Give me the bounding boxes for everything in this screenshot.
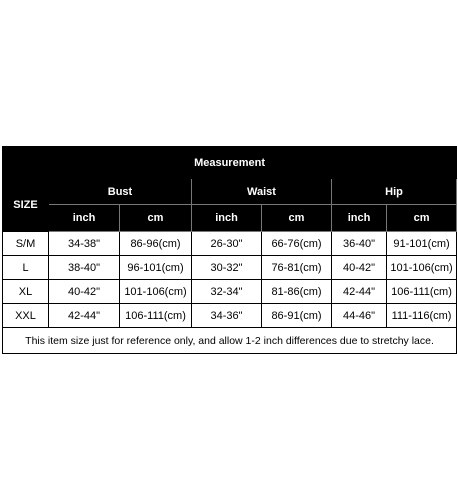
measurement-cell: 30-32" [192, 256, 262, 280]
note-row [3, 328, 457, 354]
measurement-cell: 91-101(cm) [387, 232, 457, 256]
measurement-cell: 38-40" [49, 256, 120, 280]
group-header-row [3, 179, 457, 205]
unit-header: cm [120, 205, 192, 232]
title-row [3, 147, 457, 179]
size-cell: S/M [3, 232, 49, 256]
measurement-cell: 111-116(cm) [387, 304, 457, 328]
measurement-cell: 86-91(cm) [262, 304, 332, 328]
size-cell: L [3, 256, 49, 280]
table-title: Measurement [3, 147, 457, 179]
measurement-cell: 40-42" [332, 256, 387, 280]
unit-header: cm [387, 205, 457, 232]
measurement-cell: 106-111(cm) [120, 304, 192, 328]
measurement-cell: 106-111(cm) [387, 280, 457, 304]
measurement-cell: 42-44" [332, 280, 387, 304]
size-column-header: SIZE [3, 179, 49, 232]
measurement-cell: 42-44" [49, 304, 120, 328]
size-chart-table [2, 146, 457, 354]
measurement-cell: 76-81(cm) [262, 256, 332, 280]
measurement-cell: 26-30" [192, 232, 262, 256]
measurement-cell: 101-106(cm) [387, 256, 457, 280]
measurement-cell: 96-101(cm) [120, 256, 192, 280]
table-row [3, 304, 457, 328]
measurement-cell: 34-36" [192, 304, 262, 328]
unit-header: inch [192, 205, 262, 232]
measurement-cell: 101-106(cm) [120, 280, 192, 304]
measurement-cell: 36-40" [332, 232, 387, 256]
hip-header: Hip [332, 179, 457, 205]
unit-header: inch [332, 205, 387, 232]
table-row [3, 232, 457, 256]
measurement-cell: 40-42" [49, 280, 120, 304]
table-row [3, 280, 457, 304]
unit-header: inch [49, 205, 120, 232]
measurement-cell: 44-46" [332, 304, 387, 328]
bust-header: Bust [49, 179, 192, 205]
waist-header: Waist [192, 179, 332, 205]
measurement-cell: 34-38" [49, 232, 120, 256]
unit-header-row [3, 205, 457, 232]
unit-header: cm [262, 205, 332, 232]
table-row [3, 256, 457, 280]
size-cell: XL [3, 280, 49, 304]
size-cell: XXL [3, 304, 49, 328]
measurement-cell: 66-76(cm) [262, 232, 332, 256]
measurement-cell: 86-96(cm) [120, 232, 192, 256]
measurement-cell: 32-34" [192, 280, 262, 304]
measurement-cell: 81-86(cm) [262, 280, 332, 304]
reference-note: This item size just for reference only, and allow 1-2 inch differences due to stretchy lace. [3, 328, 457, 354]
